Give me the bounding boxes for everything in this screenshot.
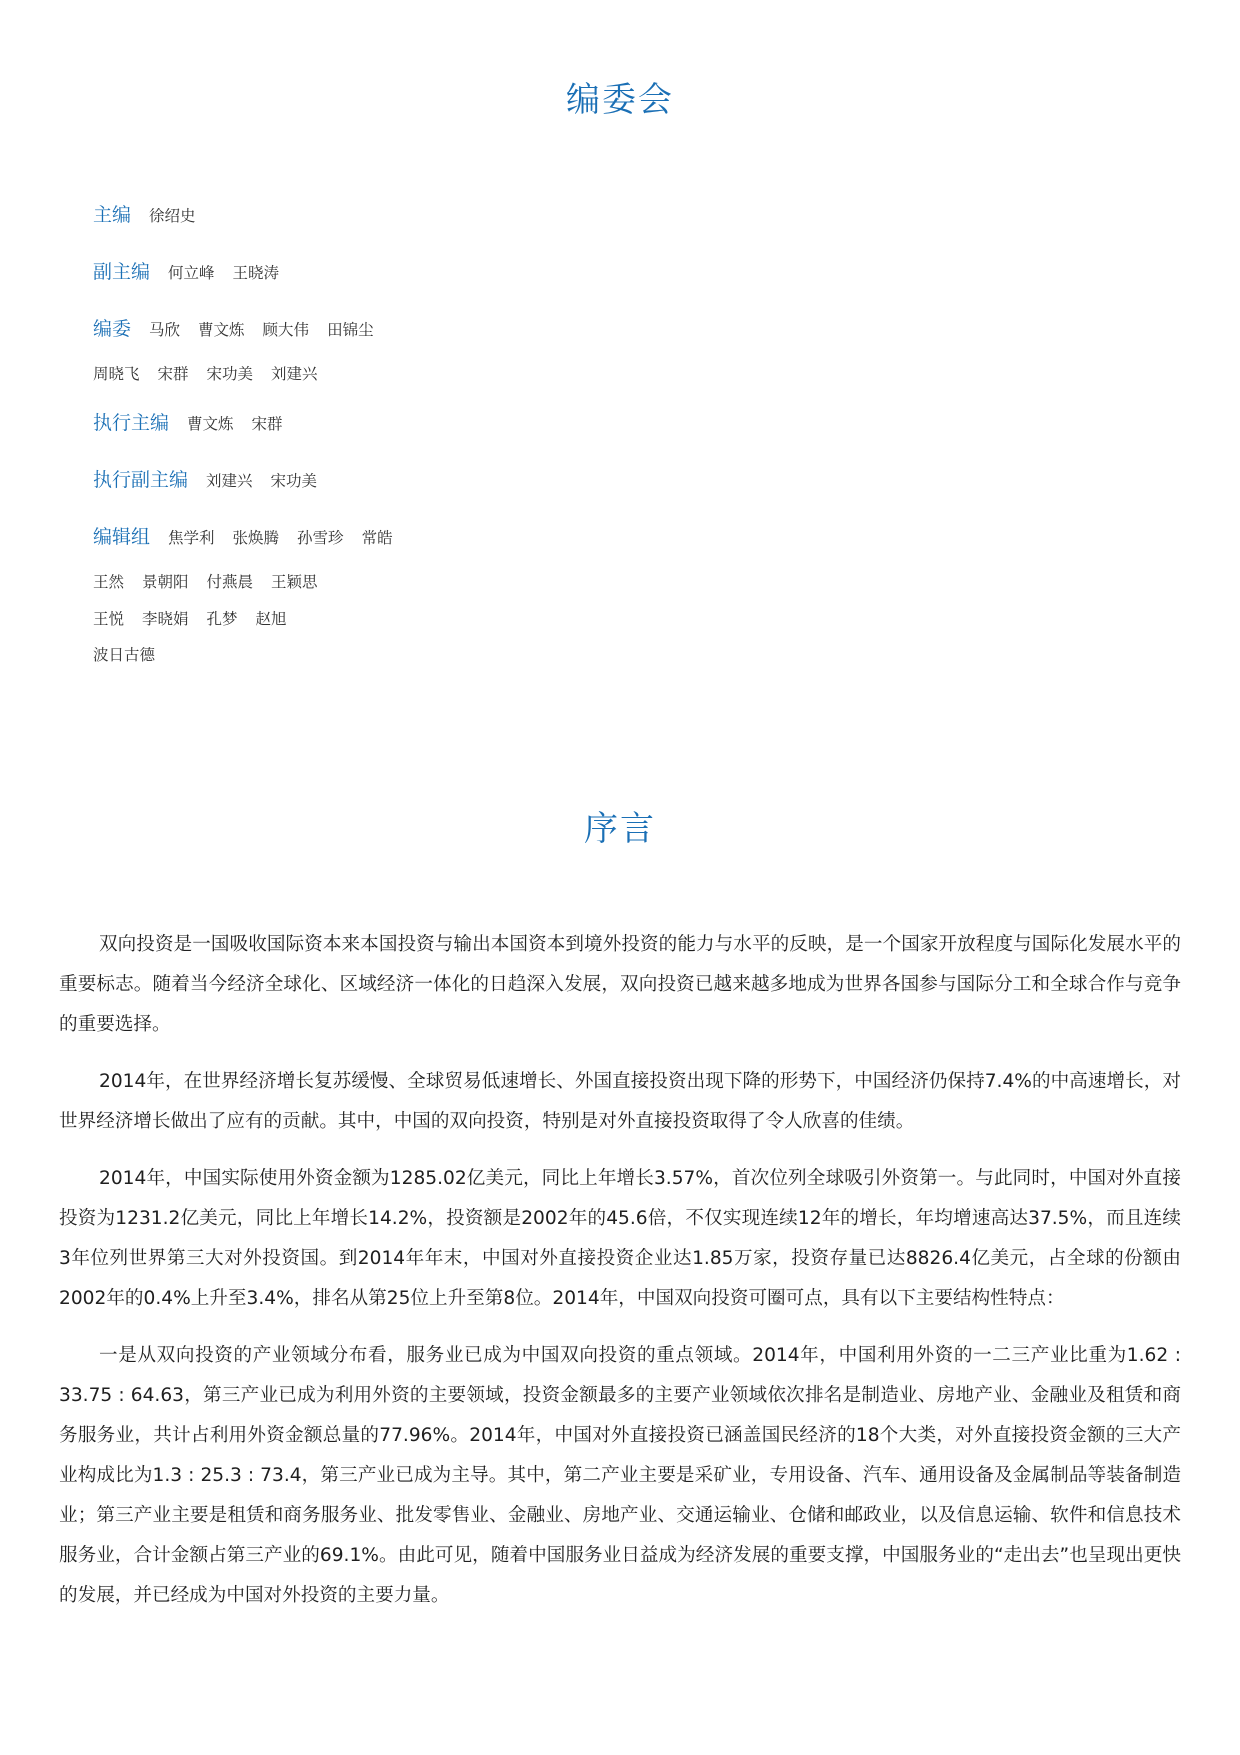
- editor-name: 宋群: [157, 365, 189, 383]
- editor-name: 赵旭: [255, 610, 287, 628]
- executive-chief-editors-row: [93, 408, 301, 435]
- board-members-label: 编委: [93, 318, 132, 340]
- editor-name: 常皓: [361, 529, 393, 547]
- editing-group-names-cont-2: [93, 607, 305, 629]
- editor-name: 刘建兴: [206, 472, 253, 490]
- preface-title: 序言: [584, 809, 656, 849]
- editing-group-names: [168, 526, 411, 548]
- editorial-board-title: 编委会: [566, 80, 674, 120]
- editor-name: 焦学利: [168, 529, 215, 547]
- editing-group-names-cont-3: [93, 643, 173, 665]
- preface-paragraph: 2014年，中国实际使用外资金额为1285.02亿美元，同比上年增长3.57%，首次位列全球吸引外资第一。与此同时，中国对外直接投资为1231.2亿美元，同比上年增长14.2%，投资额是2002年的45.6倍，不仅实现连续12年的增长，年均增速高达37.5%，而且连续3年位列世界第三大对外投资国。到2014年年末，中国对外直接投资企业达1.85万家，投资存量已达8826.4亿美元，占全球的份额由2002年的0.4%上升至3.4%，排名从第25位上升至第8位。2014年，中国双向投资可圈可点，具有以下主要结构性特点：: [59, 1168, 1181, 1309]
- chief-editor-label: 主编: [93, 204, 132, 226]
- executive-chief-editors-label: 执行主编: [93, 412, 170, 434]
- board-members-names-cont: [93, 362, 336, 384]
- editor-name: 宋功美: [270, 472, 318, 490]
- editor-name: 马欣: [149, 321, 181, 339]
- editor-name: 付燕晨: [206, 573, 254, 591]
- editor-name: 王然: [93, 573, 125, 591]
- editor-name: 顾大伟: [262, 321, 310, 339]
- editor-name: 张焕腾: [232, 529, 280, 547]
- editor-name: 王悦: [93, 610, 125, 628]
- editing-group-row: [93, 522, 411, 549]
- editor-name: 曹文炼: [187, 415, 234, 433]
- deputy-chief-editors-row: [93, 257, 297, 284]
- preface-paragraph: 双向投资是一国吸收国际资本来本国投资与输出本国资本到境外投资的能力与水平的反映，是一个国家开放程度与国际化发展水平的重要标志。随着当今经济全球化、区域经济一体化的日趋深入发展，双向投资已越来越多地成为世界各国参与国际分工和全球合作与竞争的重要选择。: [59, 934, 1181, 1035]
- executive-deputy-chief-editors-label: 执行副主编: [93, 469, 189, 491]
- board-members-row: [93, 314, 392, 341]
- editor-name: 田锦尘: [327, 321, 374, 339]
- editor-name: 宋群: [251, 415, 283, 433]
- editor-name: 王颖思: [271, 573, 318, 591]
- preface-paragraph: 2014年，在世界经济增长复苏缓慢、全球贸易低速增长、外国直接投资出现下降的形势下，中国经济仍保持7.4%的中高速增长，对世界经济增长做出了应有的贡献。其中，中国的双向投资，特别是对外直接投资取得了令人欣喜的佳绩。: [59, 1071, 1181, 1132]
- preface-body: [59, 925, 1181, 1633]
- chief-editor-names: [149, 204, 214, 226]
- editing-group-names-cont-1: [93, 570, 336, 592]
- editor-name: 何立峰: [168, 264, 215, 282]
- board-members-names: [149, 318, 392, 340]
- executive-chief-editors-names: [187, 412, 301, 434]
- editor-name: 波日古德: [93, 646, 156, 664]
- editor-name: 孔梦: [206, 610, 238, 628]
- editor-name: 孙雪珍: [297, 529, 344, 547]
- executive-deputy-chief-editors-row: [93, 465, 335, 492]
- editor-name: 宋功美: [206, 365, 254, 383]
- editor-name: 徐绍史: [149, 207, 196, 225]
- executive-deputy-chief-editors-names: [206, 469, 335, 491]
- editor-name: 李晓娟: [142, 610, 189, 628]
- deputy-chief-editors-names: [168, 261, 297, 283]
- editor-name: 景朝阳: [142, 573, 189, 591]
- preface-paragraph: 一是从双向投资的产业领域分布看，服务业已成为中国双向投资的重点领域。2014年，中国利用外资的一二三产业比重为1.62 : 33.75 : 64.63，第三产业已成为利用外资的主要领域，投资金额最多的主要产业领域依次排名是制造业、房地产业、金融业及租赁和商务服务业，共计占利用外资金额总量的77.96%。2014年，中国对外直接投资已涵盖国民经济的18个大类，对外直接投资金额的三大产业构成比为1.3 : 25.3 : 73.4，第三产业已成为主导。其中，第二产业主要是采矿业，专用设备、汽车、通用设备及金属制品等装备制造业；第三产业主要是租赁和商务服务业、批发零售业、金融业、房地产业、交通运输业、仓储和邮政业，以及信息运输、软件和信息技术服务业，合计金额占第三产业的69.1%。由此可见，随着中国服务业日益成为经济发展的重要支撑，中国服务业的“走出去”也呈现出更快的发展，并已经成为中国对外投资的主要力量。: [59, 1345, 1181, 1606]
- editor-name: 周晓飞: [93, 365, 140, 383]
- editing-group-label: 编辑组: [93, 526, 151, 548]
- deputy-chief-editors-label: 副主编: [93, 261, 151, 283]
- editor-name: 王晓涛: [232, 264, 280, 282]
- editor-name: 刘建兴: [271, 365, 318, 383]
- chief-editor-row: [93, 200, 214, 227]
- editor-name: 曹文炼: [198, 321, 245, 339]
